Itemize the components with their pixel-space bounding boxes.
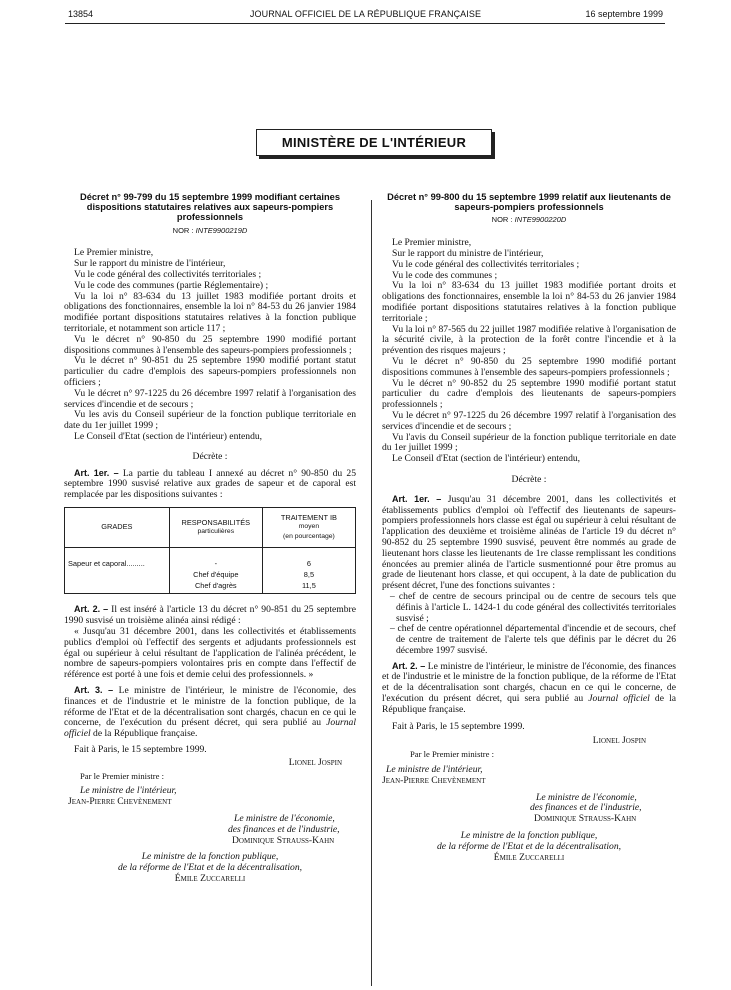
column-divider xyxy=(371,200,372,986)
visa-list xyxy=(382,238,676,465)
minister-economy-name: Dominique Strauss-Kahn xyxy=(534,813,637,825)
table-cell-resp: - Chef d'équipe Chef d'agrès xyxy=(169,548,262,594)
visa-line: Vu le code des communes (partie Réglementaire) ; xyxy=(74,279,269,291)
visa-line: Le Premier ministre, xyxy=(392,237,472,249)
visa-line: Vu le décret n° 97-1225 du 26 décembre 1997 relatif à l'organisation des services d'incendie et de secours ; xyxy=(64,387,356,410)
issue-date: 16 septembre 1999 xyxy=(585,9,663,19)
minister-economy-title: Le ministre de l'économie, xyxy=(536,791,637,803)
par-premier-ministre: Par le Premier ministre : xyxy=(410,749,495,760)
visa-line: Le Conseil d'Etat (section de l'intérieur) entendu, xyxy=(74,430,263,442)
visa-line: Vu le décret n° 90-851 du 25 septembre 1990 modifié portant statut particulier du cadre d'emplois des sapeurs-pompiers professionnels non officiers ; xyxy=(64,355,356,388)
pm-name: Lionel Jospin xyxy=(288,756,342,768)
signatures: Fait à Paris, le 15 septembre 1999. Lionel Jospin Par le Premier ministre : Le ministre de l'intérieur, Jean-Pierre Chevènement Le ministre de l'économie, des finances et de l'industrie, Dominique Strauss-Kahn Le ministre de la fonction publique, de la réforme de l'Etat et de la décentralisation, Émile Zuccarelli xyxy=(64,745,356,885)
fait-a-paris: Fait à Paris, le 15 septembre 1999. xyxy=(392,720,525,732)
minister-fp-title: Le ministre de la fonction publique, xyxy=(460,830,598,842)
list-item: – chef de centre opérationnel départemental d'incendie et de secours, chef de centre de traitement de l'alerte tels que définis par le décret du 26 décembre 1997 susvisé. xyxy=(390,623,676,656)
visa-line: Vu l'avis du Conseil supérieur de la fonction publique territoriale en date du 1er juillet 1999 ; xyxy=(382,431,676,454)
visa-line: Vu le code des communes ; xyxy=(392,269,498,281)
ministry-title: MINISTÈRE DE L'INTÉRIEUR xyxy=(281,135,467,150)
visa-line: Vu les avis du Conseil supérieur de la fonction publique territoriale en date du 1er juillet 1999 ; xyxy=(64,409,356,432)
visa-line: Vu le code général des collectivités territoriales ; xyxy=(74,269,262,280)
fait-a-paris: Fait à Paris, le 15 septembre 1999. xyxy=(74,744,207,755)
minister-fp-name: Émile Zuccarelli xyxy=(174,872,246,884)
visa-line: Vu le décret n° 90-852 du 25 septembre 1990 modifié portant statut particulier du cadre d'emplois des lieutenants de sapeurs-pompiers professionnels ; xyxy=(382,377,676,411)
visa-line: Le Premier ministre, xyxy=(74,247,154,259)
article-3: Art. 3. – Le ministre de l'intérieur, le ministre de l'économie, des finances et de l'industrie et le ministre de la fonction publique, de la réforme de l'Etat et de la décentralisation sont chargés, chacun en ce qui le concerne, de l'exécution du présent décret, qui sera publié au Journal officiel de la République française. xyxy=(64,685,356,740)
decrete: Décrète : xyxy=(192,450,228,462)
table-cell-trait: 6 8,5 11,5 xyxy=(262,548,355,594)
visa-line: Vu la loi n° 83-634 du 13 juillet 1983 modifiée portant droits et obligations des fonctionnaires, ensemble la loi n° 84-53 du 26 janvier 1984 modifiée portant dispositions statutaires relatives à la fonction publique territoriale ; xyxy=(382,280,676,324)
minister-interior-name: Jean-Pierre Chevènement xyxy=(382,774,486,786)
visa-line: Le Conseil d'Etat (section de l'intérieur) entendu, xyxy=(392,453,581,465)
table-cell-grade: Sapeur et caporal......... xyxy=(65,548,170,594)
minister-interior-title: Le ministre de l'intérieur, xyxy=(386,764,483,776)
ministry-box xyxy=(256,129,492,156)
nor-reference: NOR : INTE9900219D xyxy=(172,225,248,235)
visa-line: Sur le rapport du ministre de l'intérieur, xyxy=(74,258,226,270)
nor-reference: NOR : INTE9900220D xyxy=(491,215,567,225)
decrete: Décrète : xyxy=(511,473,547,485)
article-1: Art. 1er. – La partie du tableau I annexé au décret n° 90-850 du 25 septembre 1990 susvisé relative aux grades de sapeur et de caporal est remplacée par les dispositions suivantes : xyxy=(64,467,356,501)
list-item: – chef de centre de secours principal ou de centre de secours tels que définis à l'article L. 1424-1 du code général des collectivités territoriales susvisé ; xyxy=(390,590,676,624)
article-2: Art. 2. – Le ministre de l'intérieur, le ministre de l'économie, des finances et de l'industrie et le ministre de la fonction publique, de la réforme de l'Etat et de la décentralisation sont chargés, chacun en ce qui le concerne, de l'exécution du présent décret, qui sera publié au Journal officiel de la République française. xyxy=(382,660,676,715)
minister-interior-name: Jean-Pierre Chevènement xyxy=(68,796,172,808)
visa-line: Sur le rapport du ministre de l'intérieur, xyxy=(392,248,544,259)
decree-99-800 xyxy=(382,192,676,863)
minister-economy-title: Le ministre de l'économie, xyxy=(234,812,335,824)
visa-line: Vu le code général des collectivités territoriales ; xyxy=(392,258,580,270)
signatures: Fait à Paris, le 15 septembre 1999. Lionel Jospin Par le Premier ministre : Le ministre de l'intérieur, Jean-Pierre Chevènement Le ministre de l'économie, des finances et de l'industrie, Dominique Strauss-Kahn Le ministre de la fonction publique, de la réforme de l'Etat et de la décentralisation, Émile Zuccarelli xyxy=(382,722,676,864)
minister-fp-title: Le ministre de la fonction publique, xyxy=(141,851,279,863)
par-premier-ministre: Par le Premier ministre : xyxy=(80,770,165,781)
col-grades: GRADES xyxy=(65,507,170,548)
page-number: 13854 xyxy=(68,9,94,19)
minister-fp-name: Émile Zuccarelli xyxy=(493,851,565,863)
journal-title: JOURNAL OFFICIEL DE LA RÉPUBLIQUE FRANÇAISE xyxy=(249,9,482,19)
article-2: Art. 2. – Il est inséré à l'article 13 du décret n° 90-851 du 25 septembre 1990 susvisé un troisième alinéa ainsi rédigé : xyxy=(64,604,357,627)
article-2-quote: « Jusqu'au 31 décembre 2001, dans les collectivités et établissements publics d'emploi où l'effectif des sergents et adjudants professionnels est égal ou supérieur à celui résultant de l'application de l'alinéa précédent, le nombre de sapeurs-pompiers volontaires pris en compte dans l'effectif de référence est porté à une fois et demie celui des professionnels. » xyxy=(64,626,356,681)
grades-table xyxy=(64,507,356,595)
minister-economy-name: Dominique Strauss-Kahn xyxy=(232,834,335,846)
col-traitement: TRAITEMENT IB moyen (en pourcentage) xyxy=(262,507,355,548)
visa-line: Vu la loi n° 83-634 du 13 juillet 1983 modifiée portant droits et obligations des fonctionnaires, ensemble la loi n° 84-53 du 26 janvier 1984 modifiée portant dispositions statutaires relatives à la fonction publique territoriale, et notamment son article 117 ; xyxy=(64,290,356,334)
visa-list xyxy=(64,248,356,442)
visa-line: Vu la loi n° 87-565 du 22 juillet 1987 modifiée relative à l'organisation de la sécurité civile, à la protection de la forêt contre l'incendie et à la prévention des risques majeurs ; xyxy=(382,323,676,357)
visa-line: Vu le décret n° 90-850 du 25 septembre 1990 modifié portant dispositions communes à l'ensemble des sapeurs-pompiers professionnels ; xyxy=(382,355,676,378)
decree-title: Décret n° 99-800 du 15 septembre 1999 relatif aux lieutenants de sapeurs-pompiers professionnels xyxy=(387,192,671,213)
article-1: Art. 1er. – Jusqu'au 31 décembre 2001, dans les collectivités et établissements publics d'emploi où l'effectif des lieutenants de sapeurs-pompiers professionnels hors classe est égal ou supérieur à celui résultant de l'application des deuxième et troisième alinéas de l'article 19 du décret n° 90-852 du 25 septembre 1990 susvisé, peuvent être nommés au grade de lieutenant hors classe les lieutenants de 1re classe remplissant les conditions énoncées au premier alinéa de l'article susmentionné pour être promus au grade de lieutenant hors classe, et qui occupent, à la date de publication du présent décret, l'une des fonctions suivantes : xyxy=(382,493,676,592)
pm-name: Lionel Jospin xyxy=(592,735,646,747)
decree-title: Décret n° 99-799 du 15 septembre 1999 modifiant certaines dispositions statutaires relatives aux sapeurs-pompiers professionnels xyxy=(79,192,340,223)
col-responsabilites: RESPONSABILITÉS particulières xyxy=(169,507,262,548)
page-header xyxy=(0,9,731,23)
decree-99-799 xyxy=(64,192,356,885)
visa-line: Vu le décret n° 97-1225 du 26 décembre 1997 relatif à l'organisation des services d'incendie et de secours ; xyxy=(382,409,676,432)
minister-interior-title: Le ministre de l'intérieur, xyxy=(80,785,177,797)
visa-line: Vu le décret n° 90-850 du 25 septembre 1990 modifié portant dispositions communes à l'ensemble des sapeurs-pompiers professionnels ; xyxy=(64,333,356,356)
header-rule xyxy=(65,23,665,24)
function-list xyxy=(382,592,676,657)
